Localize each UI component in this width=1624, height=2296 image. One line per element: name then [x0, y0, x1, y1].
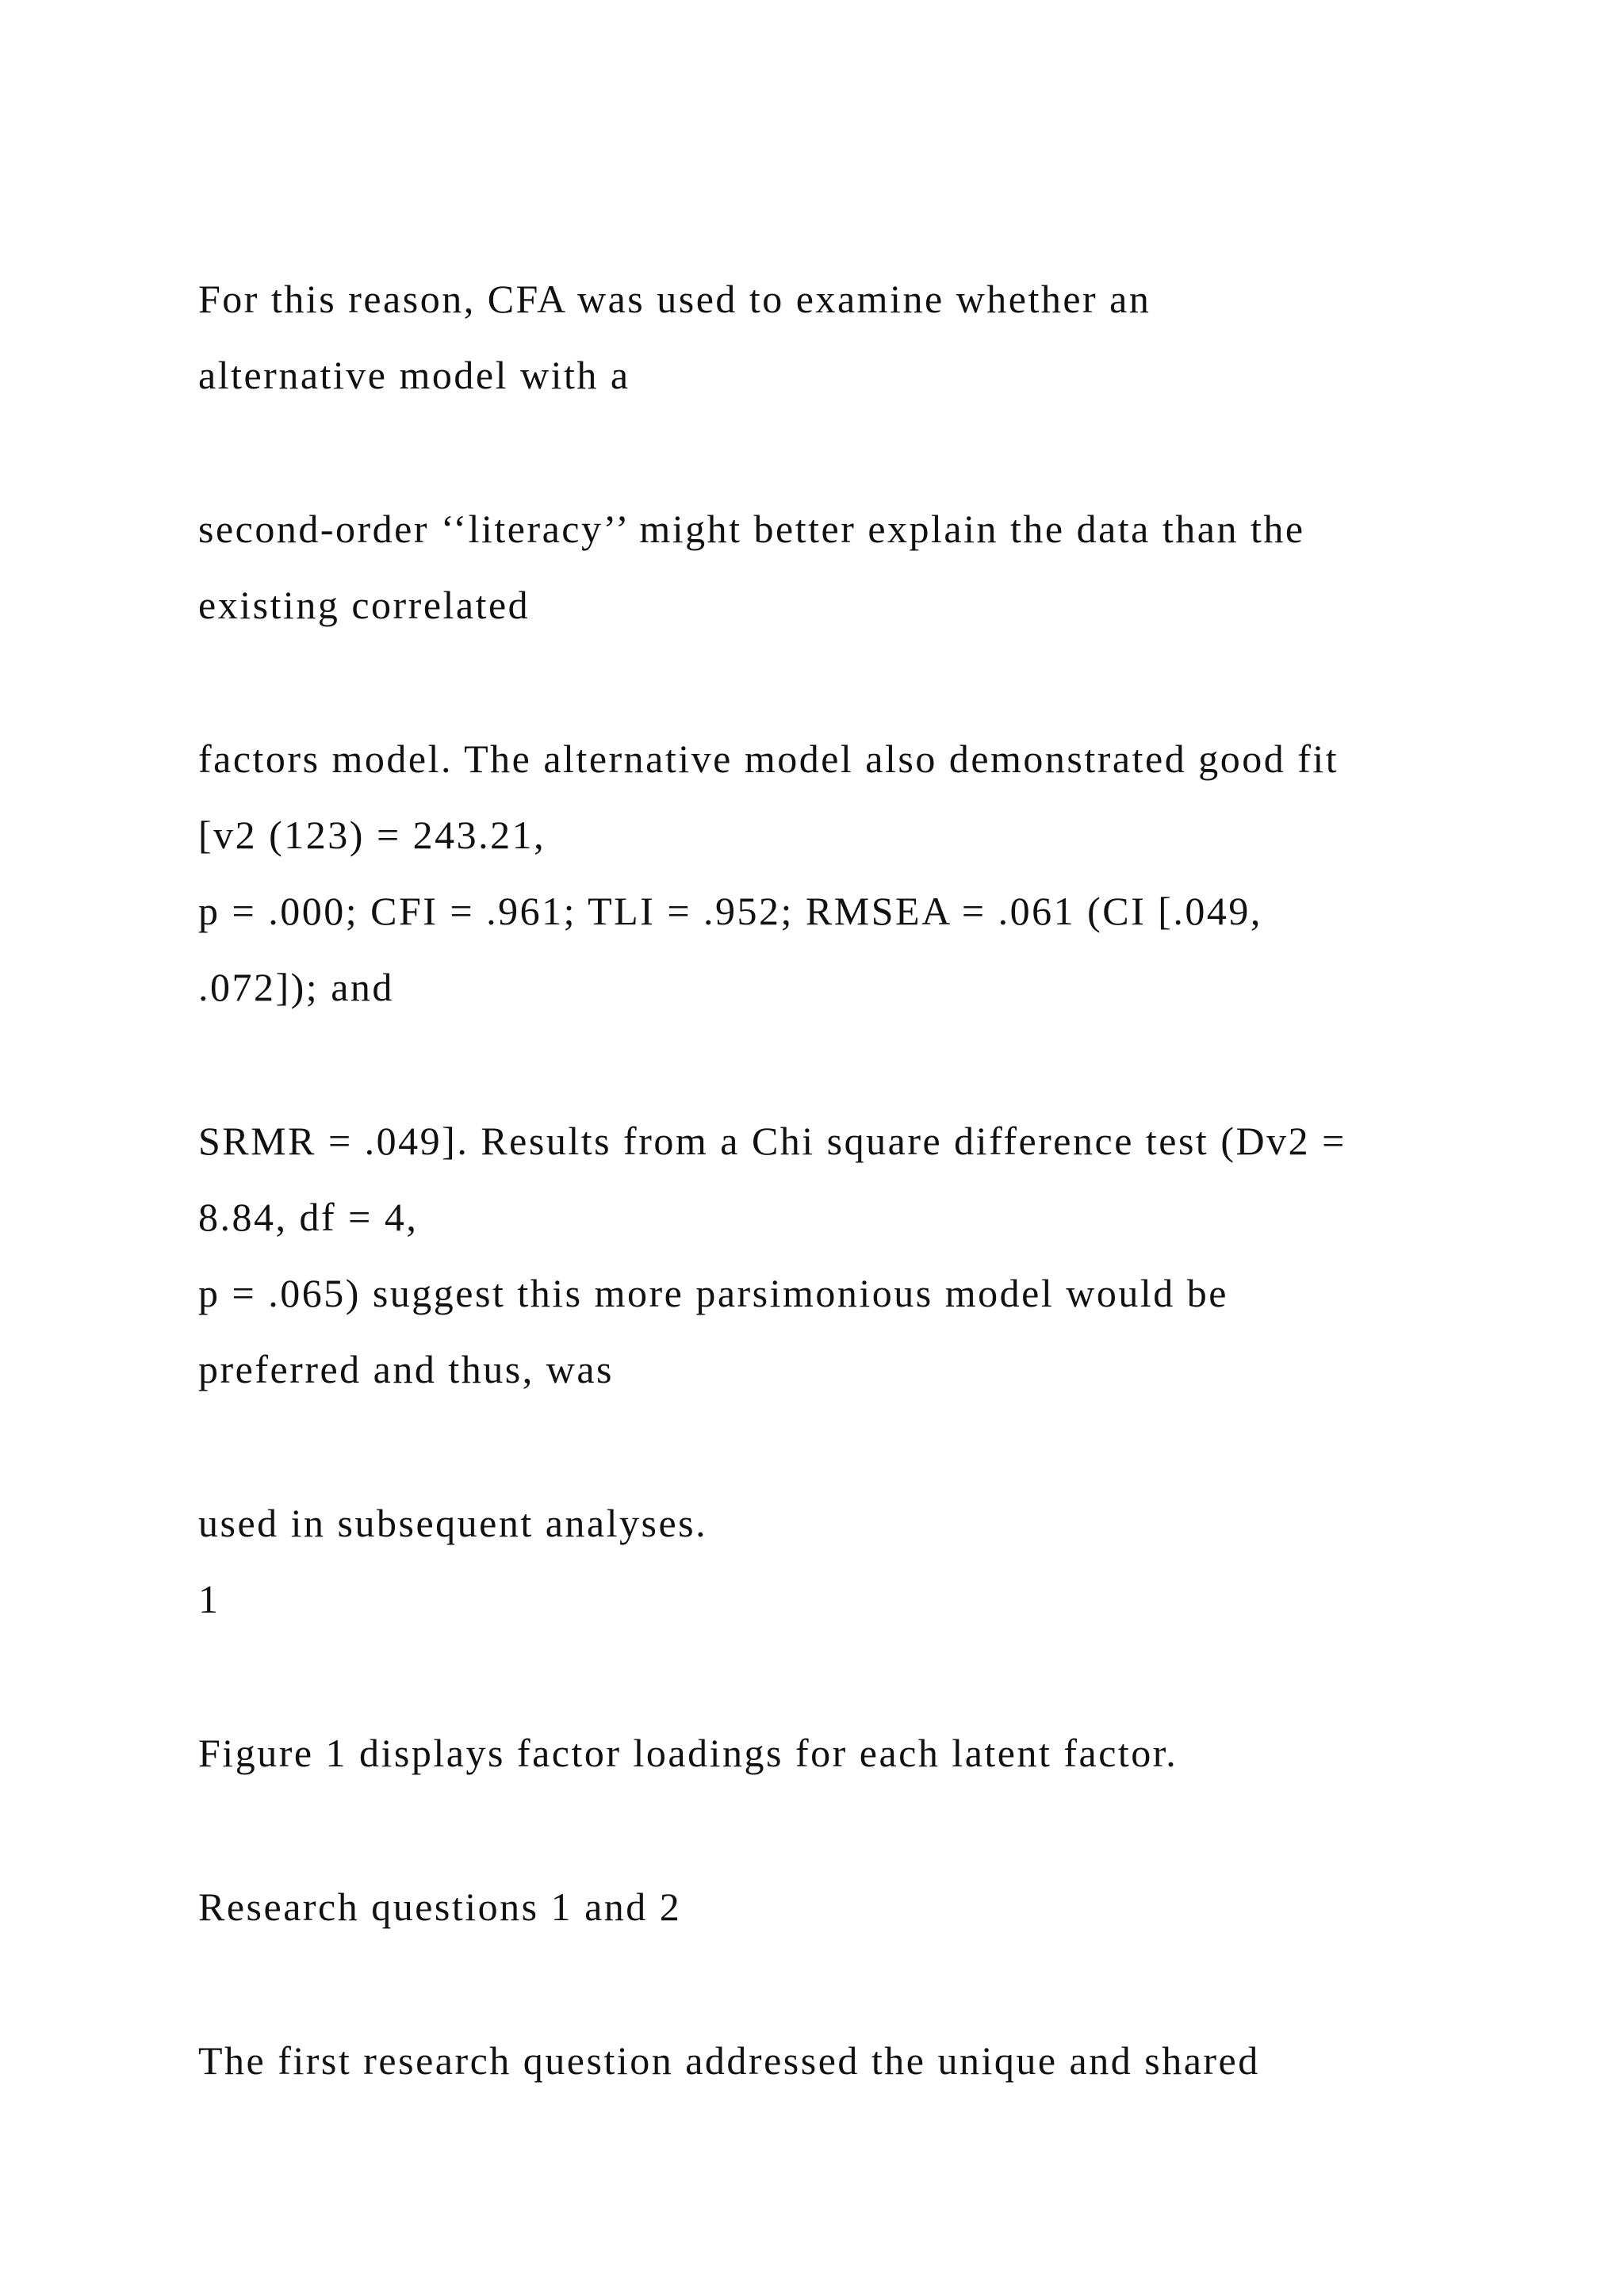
text-line: SRMR = .049]. Results from a Chi square difference test (Dv2 = — [198, 1119, 1346, 1163]
text-line: For this reason, CFA was used to examine whether an — [198, 277, 1151, 321]
text-line: preferred and thus, was — [198, 1347, 614, 1391]
text-line: 8.84, df = 4, — [198, 1195, 419, 1239]
text-line: [v2 (123) = 243.21, — [198, 813, 546, 857]
footnote-marker: 1 — [198, 1577, 220, 1621]
text-line: used in subsequent analyses. — [198, 1501, 708, 1545]
text-line: Figure 1 displays factor loadings for each latent factor. — [198, 1731, 1178, 1775]
text-line: .072]); and — [198, 965, 394, 1009]
text-line: second-order ‘‘literacy’’ might better explain the data than the — [198, 507, 1305, 551]
text-line: factors model. The alternative model also demonstrated good fit — [198, 737, 1339, 781]
text-line: p = .065) suggest this more parsimonious model would be — [198, 1271, 1228, 1315]
text-line: existing correlated — [198, 583, 530, 627]
section-heading: Research questions 1 and 2 — [198, 1885, 682, 1929]
text-line: alternative model with a — [198, 353, 630, 397]
text-line: The first research question addressed the unique and shared — [198, 2038, 1260, 2083]
text-line: p = .000; CFI = .961; TLI = .952; RMSEA = .061 (CI [.049, — [198, 889, 1262, 933]
